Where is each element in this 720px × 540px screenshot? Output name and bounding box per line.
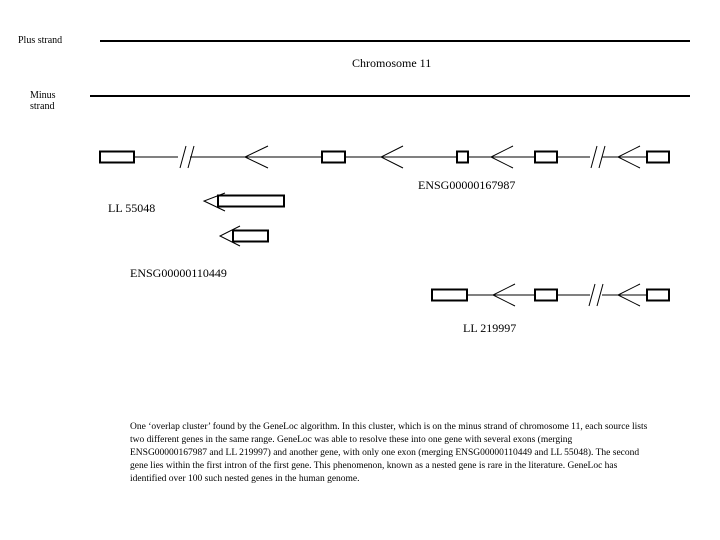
exon (233, 231, 268, 242)
exon (535, 290, 557, 301)
gene-track-ll-55048 (204, 193, 284, 211)
plus-strand-label: Plus strand (18, 35, 63, 46)
gene-label-ensg00000167987: ENSG00000167987 (418, 178, 516, 192)
break-mark (180, 146, 186, 168)
exon (457, 152, 468, 163)
minus-strand-label: Minus strand (30, 90, 56, 112)
exon (432, 290, 467, 301)
exon (647, 152, 669, 163)
gene-label-ll-219997: LL 219997 (463, 321, 517, 335)
exon (100, 152, 134, 163)
exon (647, 290, 669, 301)
gene-track-ll-219997 (432, 284, 669, 306)
chromosome-label: Chromosome 11 (352, 56, 432, 70)
break-mark (591, 146, 597, 168)
gene-label-ll-55048: LL 55048 (108, 201, 156, 215)
gene-track-ensg00000167987 (100, 146, 669, 168)
gene-track-ensg00000110449 (220, 226, 268, 246)
figure-caption: One ‘overlap cluster’ found by the GeneLoc algorithm. In this cluster, which is on the minus strand of chromosome 11, each source lists two different genes in the same range. GeneLoc was able to resolve these into one gene with several exons (merging ENSG00000167987 and LL 219997) and another gene, with only one exon (merging ENSG00000110449 and LL 55048). The second gene lies within the first intron of the first gene. This phenomenon, known as a nested gene is rare in the literature. GeneLoc has identified over 100 such nested genes in the human genome. (130, 422, 648, 484)
exon (535, 152, 557, 163)
exon (218, 196, 284, 207)
gene-label-ensg00000110449: ENSG00000110449 (130, 266, 227, 280)
exon (322, 152, 345, 163)
